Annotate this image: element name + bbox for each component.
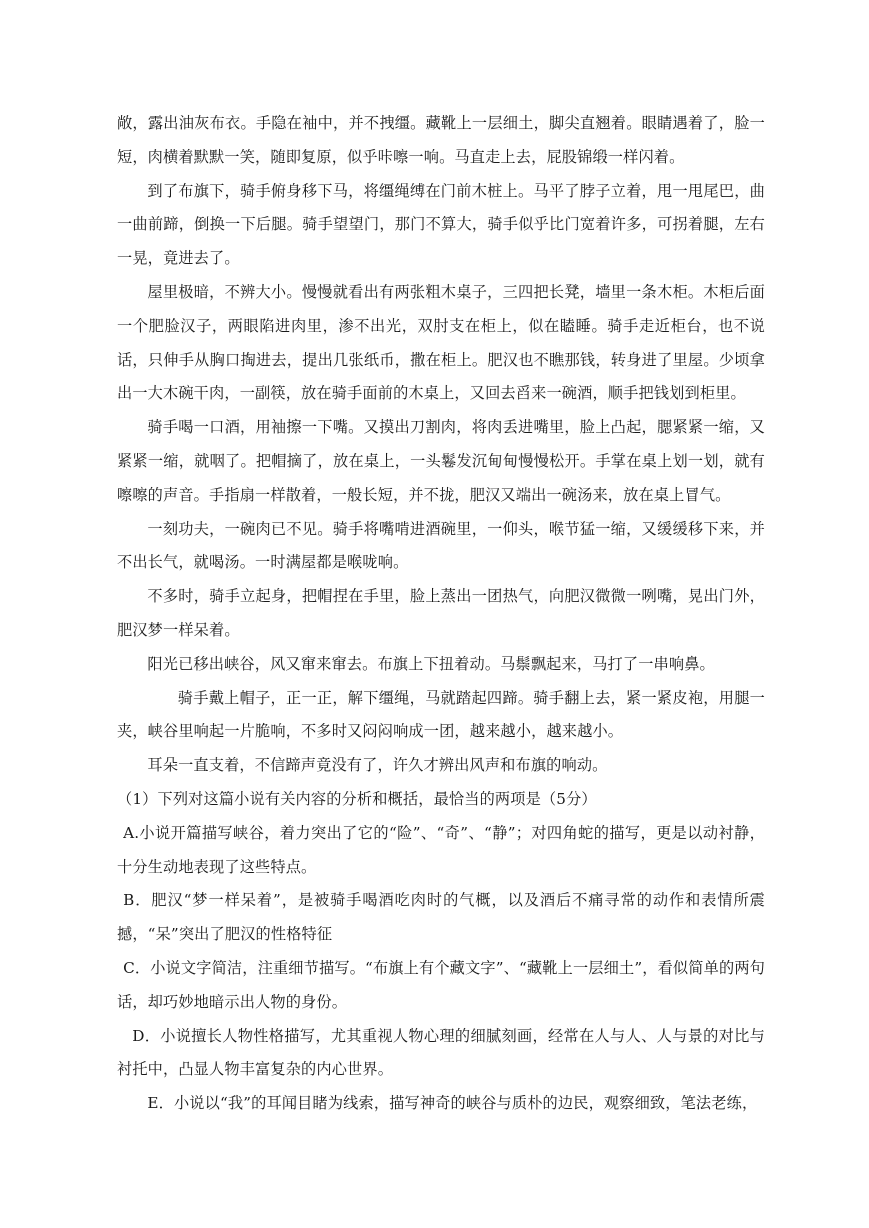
paragraph: 到了布旗下，骑手俯身移下马，将缰绳缚在门前木桩上。马平了脖子立着，甩一甩尾巴，曲一曲前蹄，倒换一下后腿。骑手望望门，那门不算大，骑手似乎比门宽着许多，可拐着腿，左右一晃，竟进去了。 [117, 181, 765, 268]
paragraph: 阳光已移出峡谷，风又窜来窜去。布旗上下扭着动。马鬃飘起来，马打了一串响鼻。 [147, 654, 715, 673]
paragraph: 骑手戴上帽子，正一正，解下缰绳，马就踏起四蹄。骑手翻上去，紧一紧皮袍，用腿一夹，峡谷里响起一片脆响，不多时又闷闷响成一团，越来越小，越来越小。 [117, 688, 765, 741]
question-stem: （1）下列对这篇小说有关内容的分析和概括，最恰当的两项是（5分） [117, 789, 597, 808]
paragraph-continuation: 敞，露出油灰布衣。手隐在袖中，并不拽缰。藏靴上一层细土，脚尖直翘着。眼睛遇着了，脸一短，肉横着默默一笑，随即复原，似乎咔嚓一响。马直走上去，屁股锦缎一样闪着。 [117, 114, 765, 166]
question-option-e: E．小说以“我”的耳闻目睹为线索，描写神奇的峡谷与质朴的边民，观察细致，笔法老练， [147, 1094, 758, 1113]
paragraph: 骑手喝一口酒，用袖擦一下嘴。又摸出刀割肉，将肉丢进嘴里，脸上凸起，腮紧紧一缩，又紧紧一缩，就咽了。把帽摘了，放在桌上，一头鬈发沉甸甸慢慢松开。手掌在桌上划一划，就有嚓嚓的声音。手指扇一样散着，一般长短，并不拢，肥汉又端出一碗汤来，放在桌上冒气。 [117, 418, 765, 504]
question-option-a: A.小说开篇描写峡谷，着力突出了它的“险”、“奇”、“静”；对四角蛇的描写，更是以动衬静，十分生动地表现了这些特点。 [117, 823, 765, 876]
question-option-b: B．肥汉“梦一样呆着”，是被骑手喝酒吃肉时的气概，以及酒后不痛寻常的动作和表情所震撼，“呆”突出了肥汉的性格特征 [117, 891, 765, 944]
paragraph: 一刻功夫，一碗肉已不见。骑手将嘴啃进酒碗里，一仰头，喉节猛一缩，又缓缓移下来，并不出长气，就喝汤。一时满屋都是喉咙响。 [117, 519, 765, 572]
paragraph: 耳朵一直支着，不信蹄声竟没有了，许久才辨出风声和布旗的响动。 [147, 756, 608, 775]
paragraph: 屋里极暗，不辨大小。慢慢就看出有两张粗木桌子，三四把长凳，墙里一条木柜。木柜后面一个肥脸汉子，两眼陷进肉里，渗不出光，双肘支在柜上，似在瞌睡。骑手走近柜台，也不说话，只伸手从胸口掏进去，提出几张纸币，撒在柜上。肥汉也不瞧那钱，转身进了里屋。少顷拿出一大木碗干肉，一副筷，放在骑手面前的木桌上，又回去舀来一碗酒，顺手把钱划到柜里。 [117, 282, 765, 403]
document-body [117, 107, 765, 1121]
paragraph: 不多时，骑手立起身，把帽捏在手里，脸上蒸出一团热气，向肥汉微微一咧嘴，晃出门外，肥汉梦一样呆着。 [117, 587, 765, 639]
question-option-d: D．小说擅长人物性格描写，尤其重视人物心理的细腻刻画，经常在人与人、人与景的对比与衬托中，凸显人物丰富复杂的内心世界。 [117, 1026, 765, 1079]
question-option-c: C．小说文字简洁，注重细节描写。“布旗上有个藏文字”、“藏靴上一层细土”，看似简单的两句话，却巧妙地暗示出人物的身份。 [117, 958, 765, 1011]
